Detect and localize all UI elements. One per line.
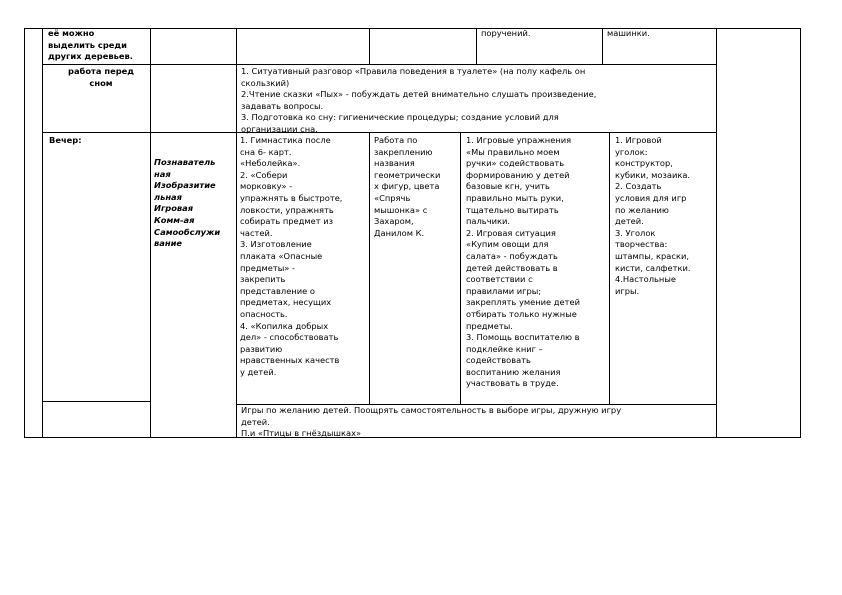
col-line-7 <box>716 28 717 438</box>
col-line-6a <box>602 28 603 65</box>
cars-text: машинки. <box>607 28 650 38</box>
walk-games: Игры по желанию детей. Поощрять самостоятельность в выборе игры, дружную игру детей. П.и «Птицы в гнёздышках» <box>241 405 622 439</box>
table-left-border <box>24 28 25 438</box>
table-top-border <box>24 28 801 29</box>
evening-label: Вечер: <box>49 135 82 145</box>
regime-moments: 1. Игровые упражнения «Мы правильно моем ручки» содействовать формированию у детей базовые кгн, учить правильно мыть руки, тщательно вытирать пальчики. 2. Игровая ситуация «Купим овощи для салата» - побуждать детей действовать в соответствии с правилами игры; закреплять умение детей отбирать только нужные предметы. 3. Помощь воспитателю в подклейке книг – содействовать воспитанию желания участвовать в труде. <box>466 135 580 389</box>
individual-work: Работа по закреплению названия геометрически х фигур, цвета «Спрячь мышонка» с Захаром, Данилом К. <box>374 135 441 238</box>
table-right-border <box>800 28 801 438</box>
tree-text: её можно выделить среди других деревьев. <box>48 28 133 62</box>
col-line-4a <box>369 28 370 65</box>
col-line-5b <box>460 132 461 404</box>
col-line-6b <box>609 132 610 404</box>
col-line-3 <box>236 28 237 438</box>
sleep-label: работа перед сном <box>68 66 134 88</box>
errands-text: поручений. <box>481 28 531 38</box>
col-line-2 <box>150 28 151 438</box>
education-areas: Познаватель ная Изобразитие льная Игровая Комм-ая Самообслужи вание <box>154 157 221 249</box>
col-line-4b <box>369 132 370 404</box>
row-line-walk-top <box>42 401 150 402</box>
environment-organization: 1. Игровой уголок: конструктор, кубики, мозаика. 2. Создать условия для игр по желанию детей. 3. Уголок творчества: штампы, краски, кисти, салфетки. 4.Настольные игры. <box>615 135 691 296</box>
row-line-sleep <box>42 64 717 65</box>
col-line-1 <box>42 28 43 438</box>
sleep-activities: 1. Ситуативный разговор «Правила поведения в туалете» (на полу кафель он скользкий) 2.Чтение сказки «Пых» - побуждать детей внимательно слушать произведение, задавать вопросы. 3. Подготовка ко сну: гигиенические процедуры; создание условий для организации сна. <box>241 66 597 134</box>
group-activities: 1. Гимнастика после сна 6- карт. «Неболейка». 2. «Собери морковку» - упражнять в быстроте, ловкости, упражнять собирать предмет из частей. 3. Изготовление плаката «Опасные предметы» - закрепить представление о предметах, несущих опасность. 4. «Копилка добрых дел» - способствовать развитию нравственных качеств у детей. <box>240 135 343 377</box>
col-line-5a <box>476 28 477 65</box>
